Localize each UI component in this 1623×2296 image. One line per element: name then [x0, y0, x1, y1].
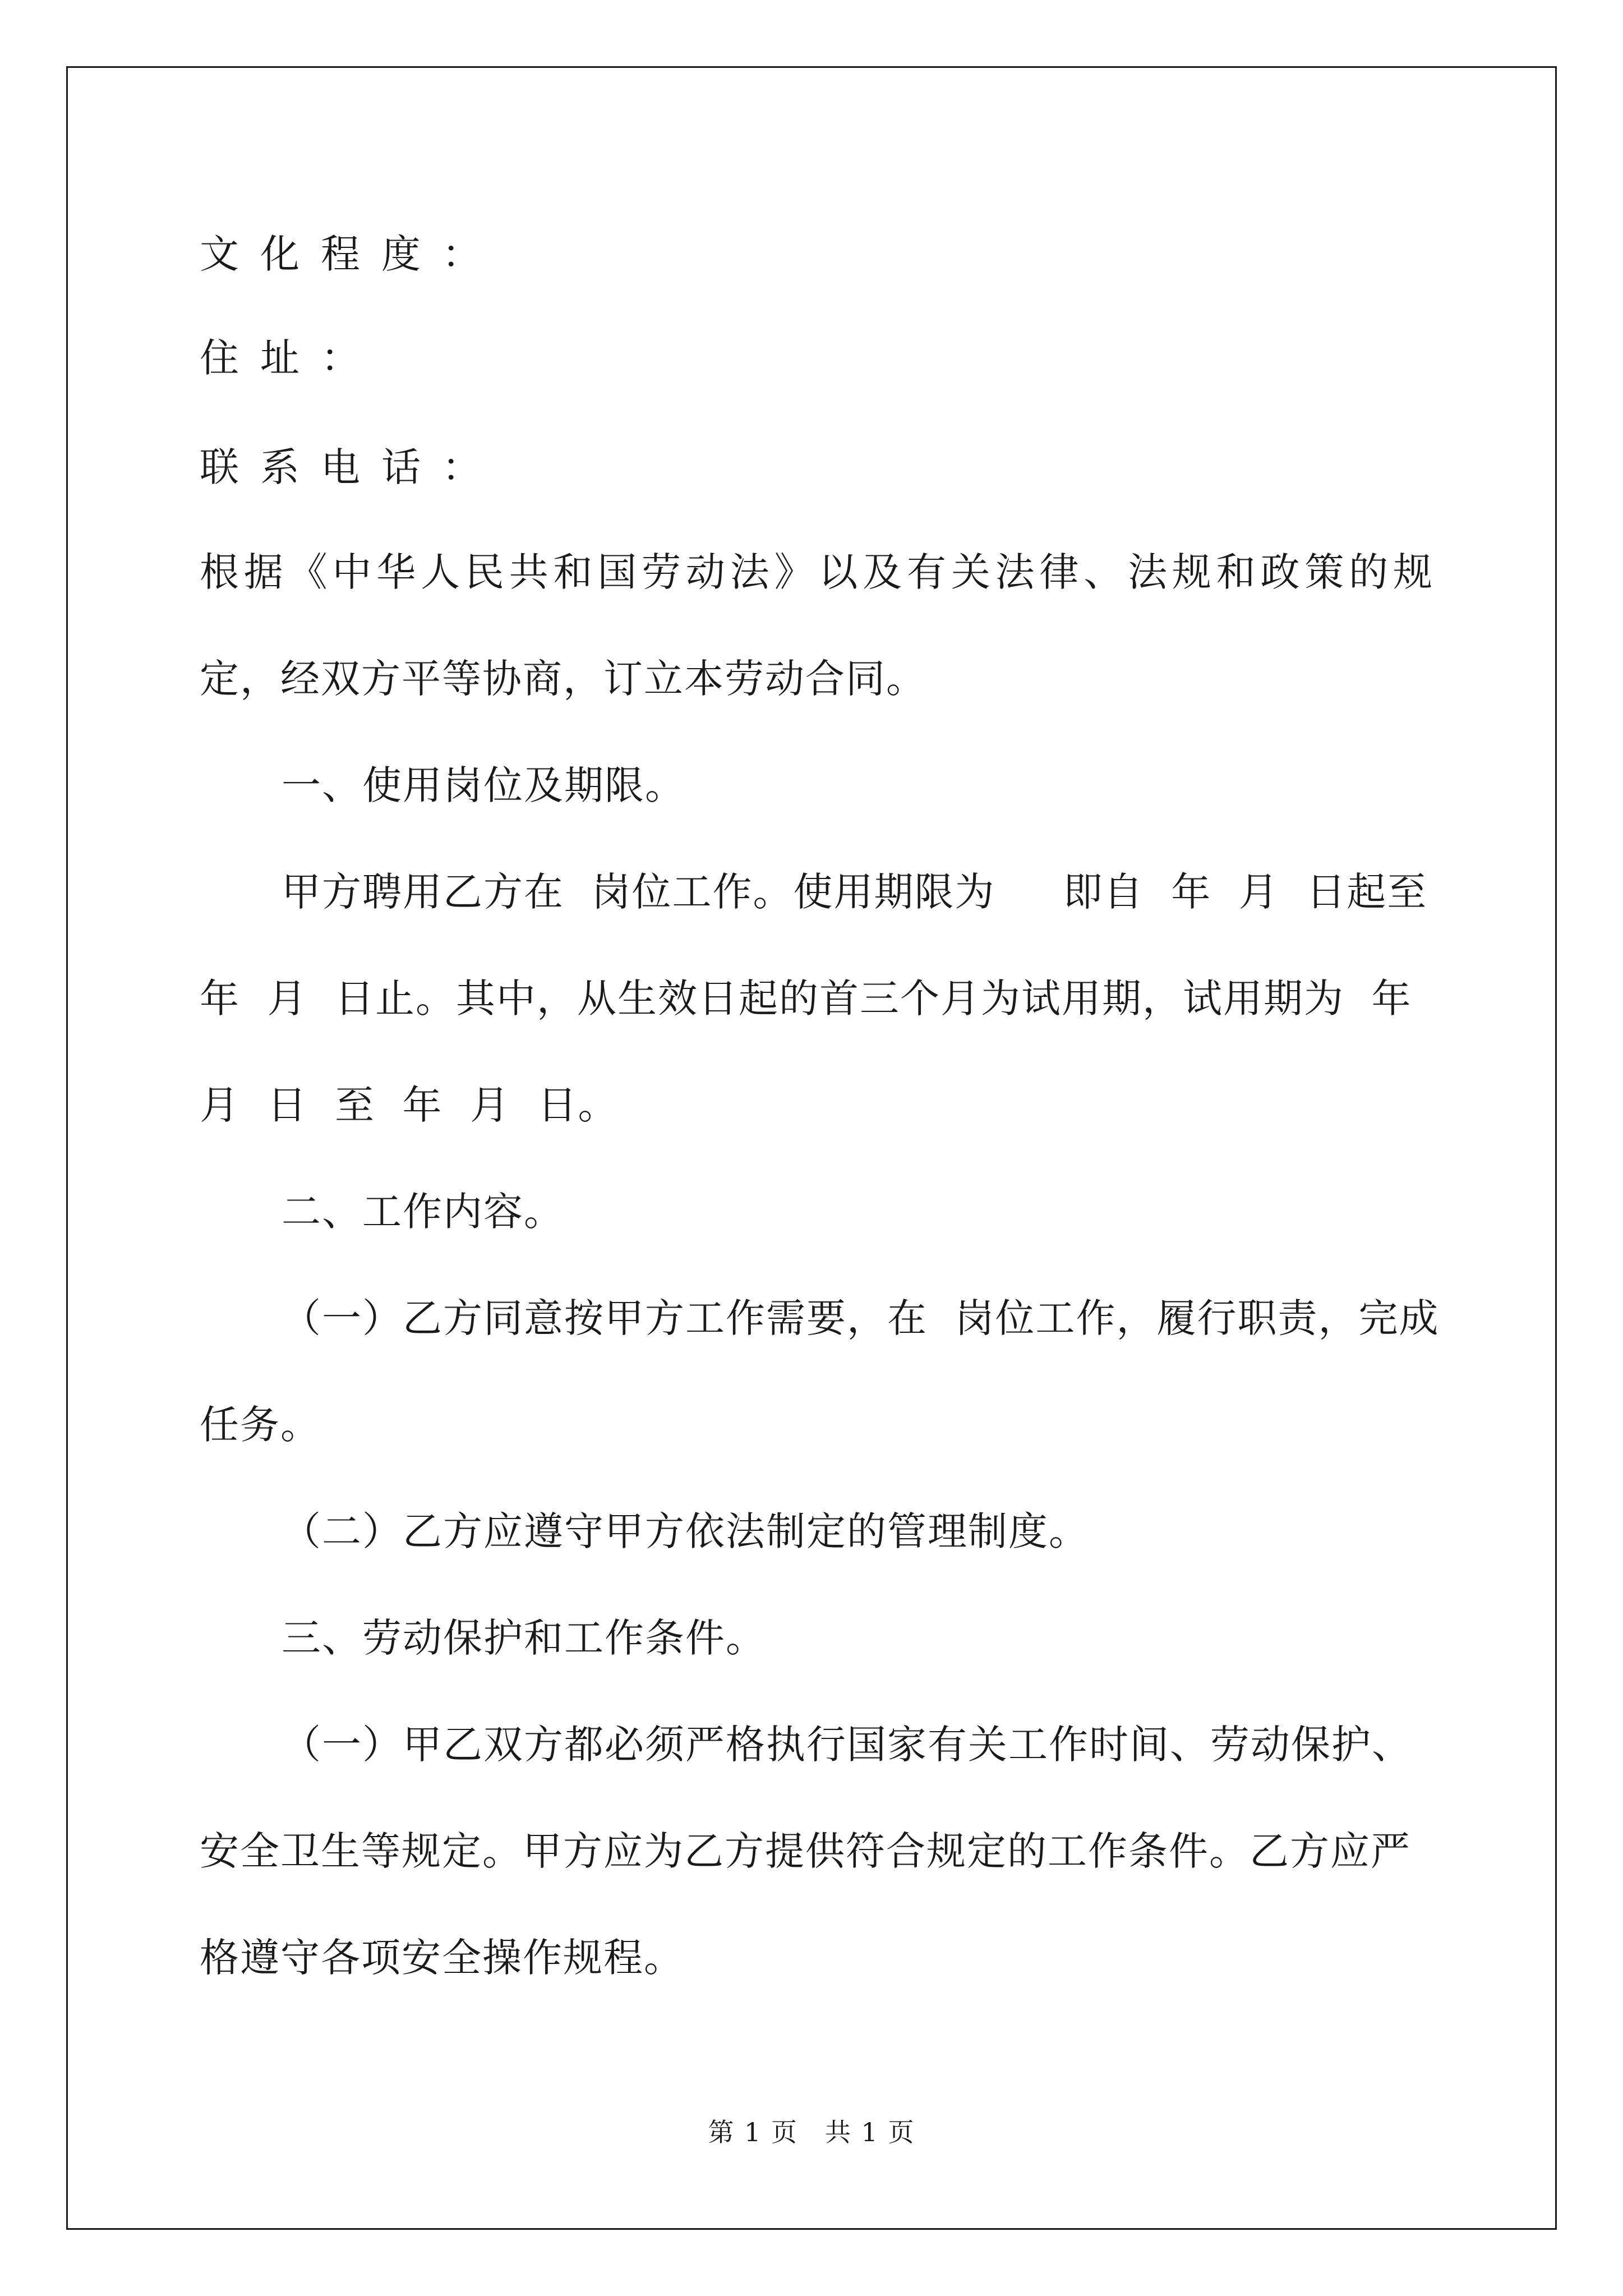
section-heading-1: 一、使用岗位及期限。 — [282, 762, 685, 808]
paragraph-safety-line3: 格遵守各项安全操作规程。 — [200, 1935, 684, 1981]
field-phone: 联系电话： — [200, 444, 502, 490]
paragraph-safety-line1: （一）甲乙双方都必须严格执行国家有关工作时间、劳动保护、 — [282, 1722, 1412, 1768]
paragraph-term-line2: 年 月 日止。其中，从生效日起的首三个月为试用期，试用期为 年 — [200, 976, 1412, 1022]
paragraph-term-line1: 甲方聘用乙方在 岗位工作。使用期限为 即自 年 月 日起至 — [282, 869, 1428, 915]
page-number: 第 1 页 — [708, 2117, 798, 2147]
paragraph-duty-line1: （一）乙方同意按甲方工作需要，在 岗位工作，履行职责，完成 — [282, 1295, 1440, 1341]
section-heading-3: 三、劳动保护和工作条件。 — [282, 1615, 766, 1661]
page-total: 共 1 页 — [825, 2117, 915, 2147]
paragraph-duty-line2: 任务。 — [200, 1402, 321, 1448]
paragraph-safety-line2: 安全卫生等规定。甲方应为乙方提供符合规定的工作条件。乙方应严 — [200, 1828, 1411, 1874]
section-heading-2: 二、工作内容。 — [282, 1189, 564, 1235]
paragraph-preamble-line1: 根据《中华人民共和国劳动法》以及有关法律、法规和政策的规 — [200, 549, 1433, 595]
paragraph-rules: （二）乙方应遵守甲方依法制定的管理制度。 — [282, 1508, 1089, 1554]
field-education: 文化程度： — [200, 231, 502, 277]
paragraph-preamble-line2: 定，经双方平等协商，订立本劳动合同。 — [200, 656, 926, 702]
paragraph-term-line3: 月 日 至 年 月 日。 — [200, 1082, 619, 1128]
field-address: 住址： — [200, 335, 381, 381]
page-footer — [0, 2112, 1623, 2149]
